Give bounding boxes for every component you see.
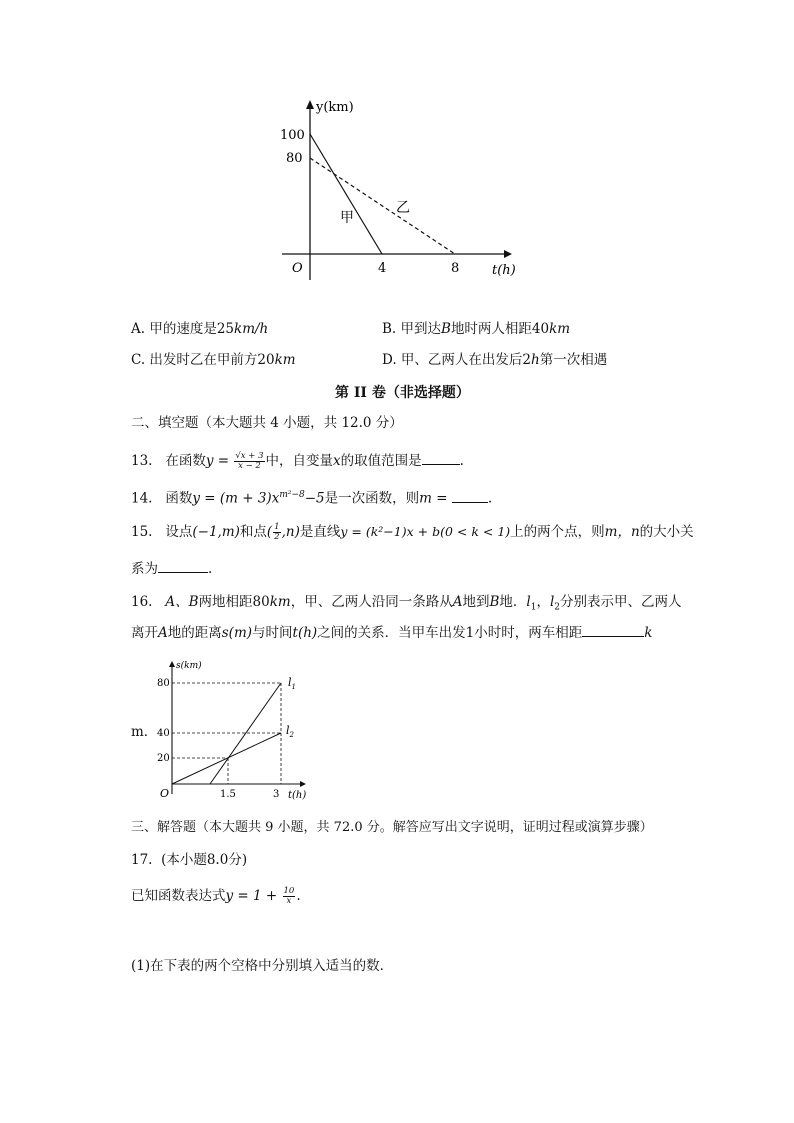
option-b: B. 甲到达B地时两人相距40km [382,321,571,337]
origin-label: O [160,787,170,800]
x-axis-arrow-icon [504,250,512,258]
x-axis-arrow-icon [300,781,306,787]
x-tick-4: 4 [378,261,387,276]
question-15-line-2: 系为 . [131,558,212,579]
line-yi-label: 乙 [396,200,410,216]
section-2-title: 第 II 卷（非选择题） [335,385,470,401]
figure-distance-time-graph [270,92,530,287]
question-14: 14. 函数$y = (m + 3)x^{m^2-8}-5$是一次函数，则m = . [131,485,492,509]
y-tick-40: 40 [157,728,170,739]
q13-answer-blank[interactable] [422,450,460,465]
question-15: 15. 设点(−1,m)和点( $\frac{1}{2}$ ,n)是直线y = (k²−1)x + b(0 < k < 1)上的两个点，则m，n的大小关 [131,522,694,542]
l2-label: $l_2$ [286,724,294,739]
q16-answer-blank[interactable] [582,622,644,637]
question-17-part-1: (1)在下表的两个空格中分别填入适当的数． [131,958,394,974]
x-tick-3: 3 [273,789,280,800]
part-3-header: 三、解答题（本大题共 9 小题，共 72.0 分。解答应写出文字说明，证明过程或演算步骤） [131,820,653,835]
question-16-line-3: m． [131,724,158,740]
figure-l1-l2-graph [152,656,317,804]
y-axis-label: s(km) [176,661,202,671]
l1-label: $l_1$ [288,676,296,691]
y-tick-20: 20 [157,753,170,764]
x-tick-1-5: 1.5 [220,789,236,800]
y-axis-arrow-icon [169,661,175,667]
q15-half-fraction: $\frac{1}{2}$ [274,522,280,542]
option-d: D. 甲、乙两人在出发后2h第一次相遇 [382,352,608,368]
question-17-header: 17. (本小题8.0分) [131,852,248,868]
y-tick-100: 100 [280,128,305,143]
y-axis-label: y(km) [316,100,354,115]
y-tick-80: 80 [157,678,170,689]
q17-fraction: $\frac{10}{x}$ [283,886,295,906]
y-tick-80: 80 [286,151,303,166]
q13-fraction: $\frac{√x + 3}{x - 2}$ [235,451,264,471]
question-16-line-2: 离开A地的距离s(m)与时间t(h)之间的关系．当甲车出发1小时时，两车相距 k [131,622,652,643]
x-axis-label: t(h) [288,790,307,801]
line-l2 [172,733,281,784]
part-2-header: 二、填空题（本大题共 4 小题，共 12.0 分） [131,415,403,431]
line-l1 [210,683,281,784]
question-17-function: 已知函数表达式y = 1 + $\frac{10}{x}$ . [131,886,301,906]
y-axis-arrow-icon [306,100,314,109]
q15-answer-blank[interactable] [158,558,208,573]
q14-answer-blank[interactable] [452,488,488,503]
x-axis-label: t(h) [492,263,516,278]
line-yi [310,158,455,254]
option-c: C. 出发时乙在甲前方20km [131,352,296,368]
origin-label: O [292,261,303,276]
x-tick-8: 8 [451,261,460,276]
line-jia [310,134,382,254]
question-16-line-1: 16. A、B两地相距80km，甲、乙两人沿同一条路从A地到B地．$l_1$，$l_2$分别表示甲、乙两人 [131,594,682,613]
line-jia-label: 甲 [340,210,354,226]
option-a: A. 甲的速度是25km/h [131,321,269,337]
question-13: 13. 在函数y = $\frac{√x + 3}{x - 2}$ 中，自变量x的取值范围是 . [131,451,464,471]
